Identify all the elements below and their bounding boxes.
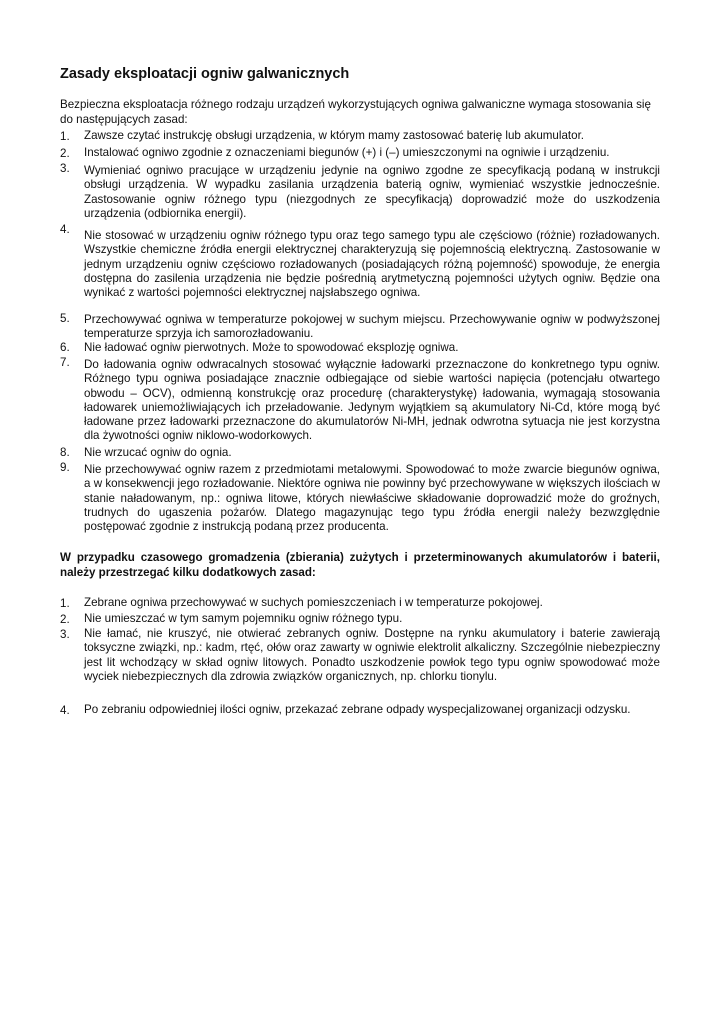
rule-4-text: Nie stosować w urządzeniu ogniw różnego typu oraz tego samego typu ale częściowo (różnie) rozładowanych. Wszystkie chemiczne źródła energii elektrycznej charakteryzują się pojemnością elektryczną. Zastosowanie w jednym urządzeniu ogniw częściowo rozładowanych (posiadających różną pojemność) spowoduje, że energia dostępna do zasilenia urządzenia nie będzie pośrednią arytmetyczną pojemności użytych ogniw. Będzie ona wynikać z wartości pojemności elektrycznej najsłabszego ogniwa. [84,229,660,300]
rule-3-text: Wymieniać ogniwo pracujące w urządzeniu jedynie na ogniwo zgodne ze specyfikacją podaną w instrukcji obsługi urządzenia. W wypadku zasilania urządzenia baterią ogniw, wymieniać wszystkie jednocześnie. Zastosowanie ogniw różnego typu (niezgodnych ze specyfikacją) doprowadzić może do uszkodzenia urządzenia (odbiornika energii). [84,164,660,220]
rule-8-number: 8. [60,446,70,459]
extra-rule-3-number: 3. [60,628,70,641]
rule-7-number: 7. [60,356,70,369]
rule-1-number: 1. [60,130,70,143]
extra-rule-3-text: Nie łamać, nie kruszyć, nie otwierać zebranych ogniw. Dostępne na rynku akumulatory i baterie zawierają toksyczne związki, np.: kadm, rtęć, ołów oraz zawarty w ogniwie elektrolit alkaliczny. Szczególnie niebezpieczny jest lit wchodzący w skład ogniw litowych. Ponadto uszkodzenie powłok tego typu ogniw spowodować może wyciek niebezpiecznych dla zdrowia związków organicznych, np. chlorku tionylu. [84,627,660,683]
rule-9-number: 9. [60,461,70,474]
document-title: Zasady eksploatacji ogniw galwanicznych [60,66,350,82]
rule-5-text: Przechowywać ogniwa w temperaturze pokojowej w suchym miejscu. Przechowywanie ogniw w podwyższonej temperaturze sprzyja ich samorozładowaniu. [84,313,660,341]
rule-3-number: 3. [60,162,70,175]
rule-8-text: Nie wrzucać ogniw do ognia. [84,446,232,459]
extra-rule-4-text: Po zebraniu odpowiedniej ilości ogniw, przekazać zebrane odpady wyspecjalizowanej organizacji odzysku. [84,703,631,716]
rule-1-text: Zawsze czytać instrukcję obsługi urządzenia, w którym mamy zastosować baterię lub akumulator. [84,129,585,142]
rule-4-number: 4. [60,223,70,236]
extra-rule-1-number: 1. [60,597,70,610]
rule-6-number: 6. [60,341,70,354]
intro-paragraph: Bezpieczna eksploatacja różnego rodzaju urządzeń wykorzystujących ogniwa galwaniczne wymaga stosowania się do następujących zasad: [60,98,651,126]
rule-7-text: Do ładowania ogniw odwracalnych stosować wyłącznie ładowarki przeznaczone do konkretnego typu ogniw. Różnego typu ogniwa posiadające znacznie odbiegające od siebie wartości napięcia (potencjału otwartego obwodu – OCV), odmienną konstrukcję oraz procedurę (charakterystykę) ładowania, wymagają stosowania ładowarek uniemożliwiających ich przeładowanie. Jedynym wyjątkiem są akumulatory Ni-Cd, które mogą być ładowane przez ładowarki przeznaczone do akumulatorów Ni-MH, jednak odwrotna sytuacja nie jest korzystna dla żywotności ogniw niklowo-wodorkowych. [84,358,660,443]
rule-6-text: Nie ładować ogniw pierwotnych. Może to spowodować eksplozję ogniwa. [84,341,459,354]
extra-rule-4-number: 4. [60,704,70,717]
rule-2-text: Instalować ogniwo zgodnie z oznaczeniami biegunów (+) i (–) umieszczonymi na ogniwie i urządzeniu. [84,146,610,159]
extra-rule-1-text: Zebrane ogniwa przechowywać w suchych pomieszczeniach i w temperaturze pokojowej. [84,596,543,609]
extra-rule-2-text: Nie umieszczać w tym samym pojemniku ogniw różnego typu. [84,612,403,625]
section-heading: W przypadku czasowego gromadzenia (zbierania) zużytych i przeterminowanych akumulatorów i baterii, należy przestrzegać kilku dodatkowych zasad: [60,551,660,579]
rule-2-number: 2. [60,147,70,160]
rule-9-text: Nie przechowywać ogniw razem z przedmiotami metalowymi. Spowodować to może zwarcie biegunów ogniwa, a w konsekwencji jego rozładowanie. Niektóre ogniwa nie powinny być przechowywane w większych ilościach w stanie naładowanym, np.: ogniwa litowe, których niewłaściwe składowanie doprowadzić może do groźnych, trudnych do ugaszenia pożarów. Dlatego magazynując tego typu źródła energii należy bezwzględnie postępować zgodnie z instrukcją podaną przez producenta. [84,463,660,534]
extra-rule-2-number: 2. [60,613,70,626]
rule-5-number: 5. [60,312,70,325]
